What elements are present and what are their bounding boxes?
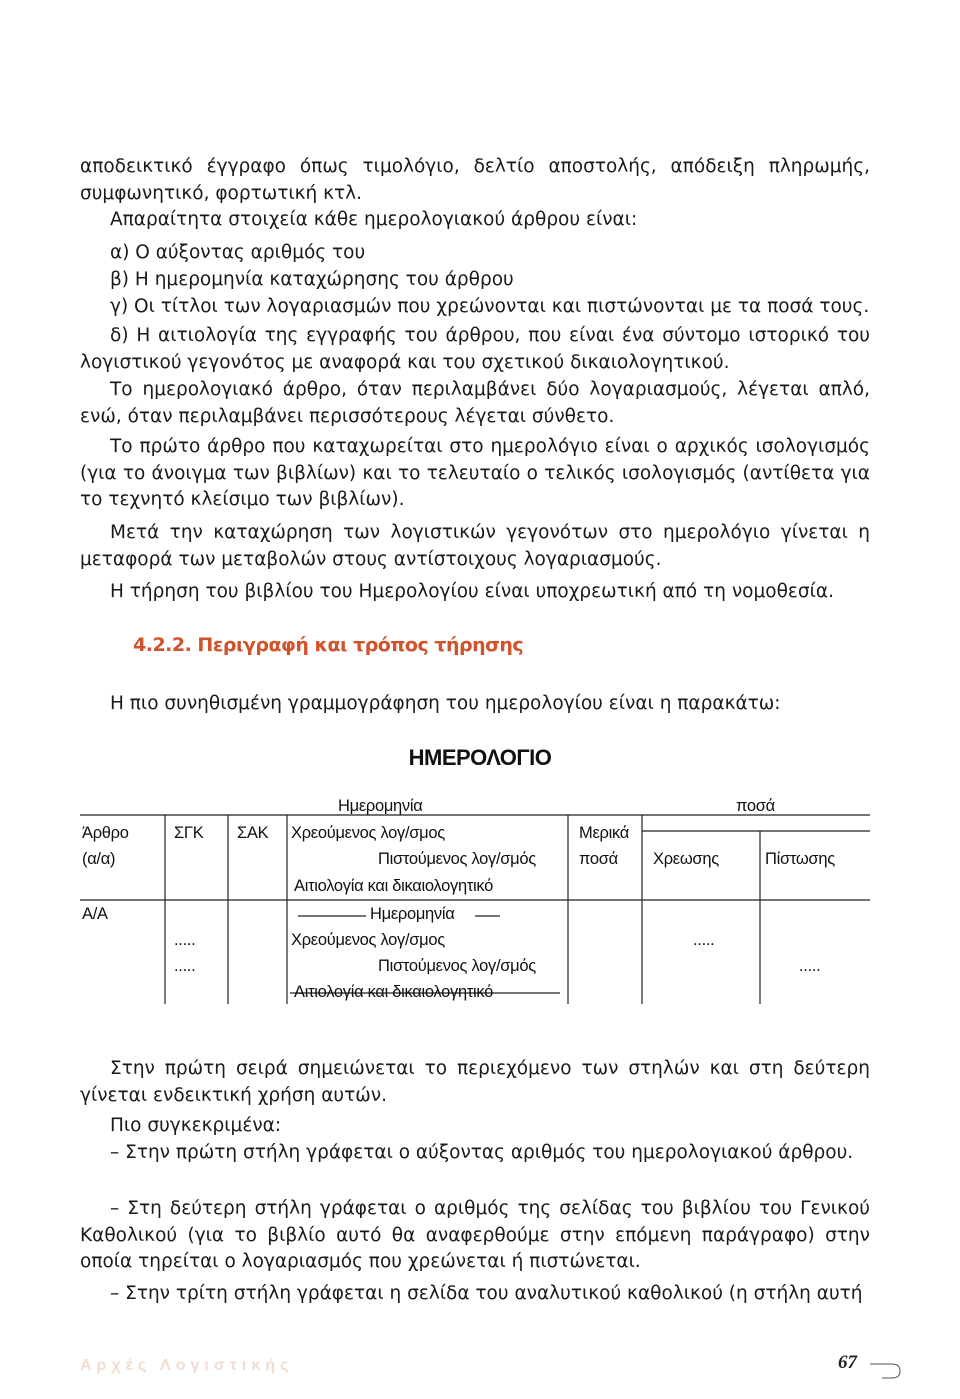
example-debited-account: Χρεούμενος λογ/σμος [291,931,445,949]
header-sgk: ΣΓΚ [174,824,204,842]
paragraph-essential-elements: Απαραίτητα στοιχεία κάθε ημερολογιακού άρθρου είναι: [110,209,638,230]
paragraph-first-article: Το πρώτο άρθρο που καταχωρείται στο ημερολόγιο είναι ο αρχικός ισολογισμός (για το άνοιγμα των βιβλίων) και το τελευταίο ο τελικός ισολογισμός (αντίθετα για το τεχνητό κλείσιμο των βιβλίων). [80,436,870,510]
example-debit-dots: ..... [693,931,715,949]
paragraph-obligation: Η τήρηση του βιβλίου του Ημερολογίου είναι υποχρεωτική από τη νομοθεσία. [110,581,834,602]
header-partial-amounts-2: ποσά [579,850,618,868]
header-credit: Πίστωσης [765,850,835,868]
example-credit-dots: ..... [799,957,821,975]
example-credited-account: Πιστούμενος λογ/σμός [378,957,536,975]
paragraph-first-column: – Στην πρώτη στήλη γράφεται ο αύξοντας αριθμός του ημερολογιακού άρθρου. [110,1142,854,1163]
paragraph-layout-intro: Η πιο συνηθισμένη γραμμογράφηση του ημερολογίου είναι η παρακάτω: [110,693,781,714]
example-sgk-dots-2: ..... [174,957,196,975]
header-sak: ΣΑΚ [237,824,269,842]
header-credited-account: Πιστούμενος λογ/σμός [378,850,536,868]
paragraph-second-column: – Στη δεύτερη στήλη γράφεται ο αριθμός της σελίδας του βιβλίου του Γενικού Καθολικού (για το βιβλίο αυτό θα αναφερθούμε στην επόμενη παράγραφο) στην οποία τηρείται ο λογαριασμός που χρεώνεται ή πιστώνεται. [80,1198,870,1272]
journal-table [80,790,870,1015]
paragraph-simple-compound: Το ημερολογιακό άρθρο, όταν περιλαμβάνει δύο λογαριασμούς, λέγεται απλό, ενώ, όταν περιλαμβάνει περισσότερους λέγεται σύνθετο. [80,379,870,427]
list-item-b: β) Η ημερομηνία καταχώρησης του άρθρου [110,269,514,290]
header-date: Ημερομηνία [338,797,423,815]
header-debited-account: Χρεούμενος λογ/σμος [291,824,445,842]
page-corner-ornament [852,1350,904,1380]
section-heading: 4.2.2. Περιγραφή και τρόπος τήρησης [133,634,524,656]
list-item-c: γ) Οι τίτλοι των λογαριασμών που χρεώνονται και πιστώνονται με τα ποσά τους. [110,296,870,317]
example-reason: Αιτιολογία και δικαιολογητικό [294,983,494,1001]
header-article: Άρθρο [82,824,129,842]
journal-title: ΗΜΕΡΟΛΟΓΙΟ [408,745,552,770]
header-amount: ποσά [736,797,775,815]
page-number: 67 [838,1352,857,1373]
example-sgk-dots: ..... [174,931,196,949]
header-partial-amounts: Μερικά [579,824,629,842]
paragraph-third-column: – Στην τρίτη στήλη γράφεται η σελίδα του αναλυτικού καθολικού (η στήλη αυτή [110,1283,863,1304]
paragraph-rows-explanation: Στην πρώτη σειρά σημειώνεται το περιεχόμενο των στηλών και στη δεύτερη γίνεται ενδεικτική χρήση αυτών. [80,1058,870,1106]
paragraph-continuation: αποδεικτικό έγγραφο όπως τιμολόγιο, δελτίο αποστολής, απόδειξη πληρωμής, συμφωνητικό, φορτωτική κτλ. [80,156,870,204]
paragraph-transfer: Μετά την καταχώρηση των λογιστικών γεγονότων στο ημερολόγιο γίνεται η μεταφορά των μεταβολών στους αντίστοιχους λογαριασμούς. [80,522,870,570]
header-reason: Αιτιολογία και δικαιολογητικό [294,877,494,895]
footer-book-title: Αρχές Λογιστικής [80,1357,294,1374]
list-item-a: α) Ο αύξοντας αριθμός του [110,242,366,263]
header-debit: Χρεωσης [653,850,719,868]
example-aa: Α/Α [82,905,108,923]
header-article-aa: (α/α) [82,850,116,868]
list-item-d: δ) Η αιτιολογία της εγγραφής του άρθρου, που είναι ένα σύντομο ιστορικό του λογιστικού γεγονότος με αναφορά και του σχετικού δικαιολογητικού. [80,325,870,373]
example-date: Ημερομηνία [370,905,455,923]
paragraph-specifically: Πιο συγκεκριμένα: [110,1115,282,1136]
